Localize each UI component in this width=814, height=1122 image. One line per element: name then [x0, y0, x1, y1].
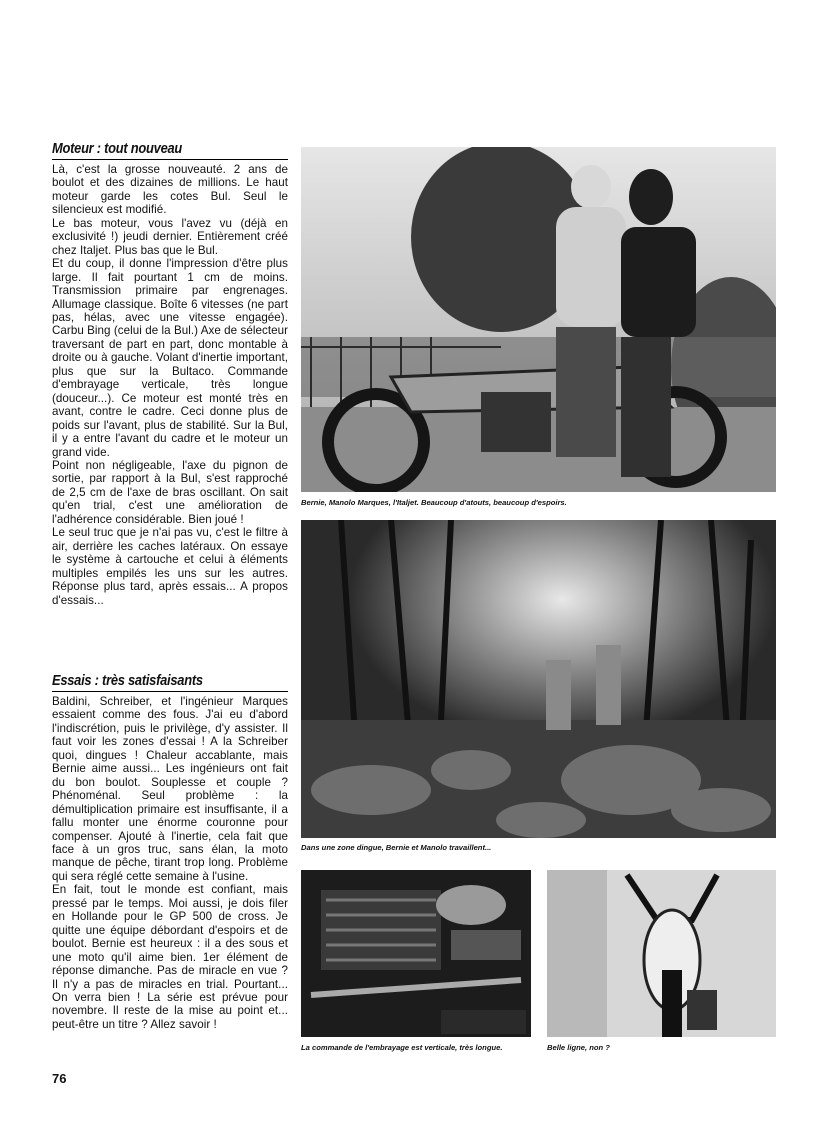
paragraph: Là, c'est la grosse nouveauté. 2 ans de boulot et des dizaines de millions. Le haut moteur garde les cotes Bul. Seul le silencieux est modifié.: [52, 163, 288, 217]
photo-caption: Bernie, Manolo Marques, l'Italjet. Beaucoup d'atouts, beaucoup d'espoirs.: [301, 498, 567, 507]
section-body-essais: [52, 695, 288, 1031]
photo-caption: Dans une zone dingue, Bernie et Manolo travaillent...: [301, 843, 492, 852]
photo-engine-closeup: [301, 870, 531, 1037]
section-moteur: [52, 140, 288, 607]
photo-motorcycle-rear: [547, 870, 776, 1037]
section-heading-moteur: Moteur : tout nouveau: [52, 140, 183, 157]
photo-caption: Belle ligne, non ?: [547, 1043, 610, 1052]
section-body-moteur: [52, 163, 288, 607]
paragraph: Et du coup, il donne l'impression d'être plus large. Il fait pourtant 1 cm de moins. Transmission primaire par engrenages. Allumage classique. Boîte 6 vitesses (ne part pas, hélas, avec une vitesse engagée). Carbu Bing (celui de la Bul.) Axe de sélecteur traversant de part en part, donc montable à droite ou à gauche. Volant d'inertie important, plus que sur la Bultaco. Commande d'embrayage verticale, très longue (douceur...). Ce moteur est monté très en avant, contre le cadre. Ceci donne plus de poids sur l'avant, plus de stabilité. Sur la Bul, il y a entre l'avant du cadre et le moteur un grand vide.: [52, 257, 288, 459]
paragraph: En fait, tout le monde est confiant, mais pressé par le temps. Moi aussi, je dois filer en Hollande pour le GP 500 de cross. Je quitte une équipe débordant d'espoirs et de boulot. Bernie est heureux : il a des sous et une moto qu'il aime bien. 1er élément de réponse dimanche. Pas de miracle en vue ? Il n'y a pas de miracles en trial. Pourtant... On verra bien ! La série est prévue pour novembre. Il reste de la mise au point et... peut-être un titre ? Allez savoir !: [52, 883, 288, 1031]
photo-caption: La commande de l'embrayage est verticale, très longue.: [301, 1043, 503, 1052]
section-essais: [52, 672, 288, 1031]
page-number: 76: [52, 1071, 67, 1086]
photo-riders-motorcycle: [301, 147, 776, 492]
paragraph: Le seul truc que je n'ai pas vu, c'est le filtre à air, derrière les caches latéraux. On essaye le système à cartouche et celui à éléments multiples empilés les uns sur les autres. Réponse plus tard, après essais... A propos d'essais...: [52, 526, 288, 607]
paragraph: Baldini, Schreiber, et l'ingénieur Marques essaient comme des fous. J'ai eu d'abord l'indiscrétion, puis le privilège, d'y assister. Il faut voir les zones d'essai ! A la Schreiber quoi, dingues ! Chaleur accablante, mais Bernie aime aussi... Les ingénieurs ont fait du bon boulot. Souplesse et couple ? Phénoménal. Seul problème : la démultiplication primaire est insuffisante, il a fallu monter une énorme couronne pour compenser. Ajouté à l'inertie, cela fait que face à un gros truc, sans élan, la moto manque de pêche, tirant trop long. Problème qui sera réglé cette semaine à l'usine.: [52, 695, 288, 883]
section-heading-essais: Essais : très satisfaisants: [52, 672, 203, 689]
heading-rule: [52, 691, 288, 692]
paragraph: Point non négligeable, l'axe du pignon de sortie, par rapport à la Bul, s'est rapproché de 2,5 cm de l'axe de bras oscillant. On sait qu'en trial, c'est une amélioration de l'adhérence considérable. Bien joué !: [52, 458, 288, 526]
heading-rule: [52, 159, 288, 160]
paragraph: Le bas moteur, vous l'avez vu (déjà en exclusivité !) jeudi dernier. Entièrement créé chez Italjet. Plus bas que le Bul.: [52, 216, 288, 257]
photo-forest-trial-zone: [301, 520, 776, 838]
